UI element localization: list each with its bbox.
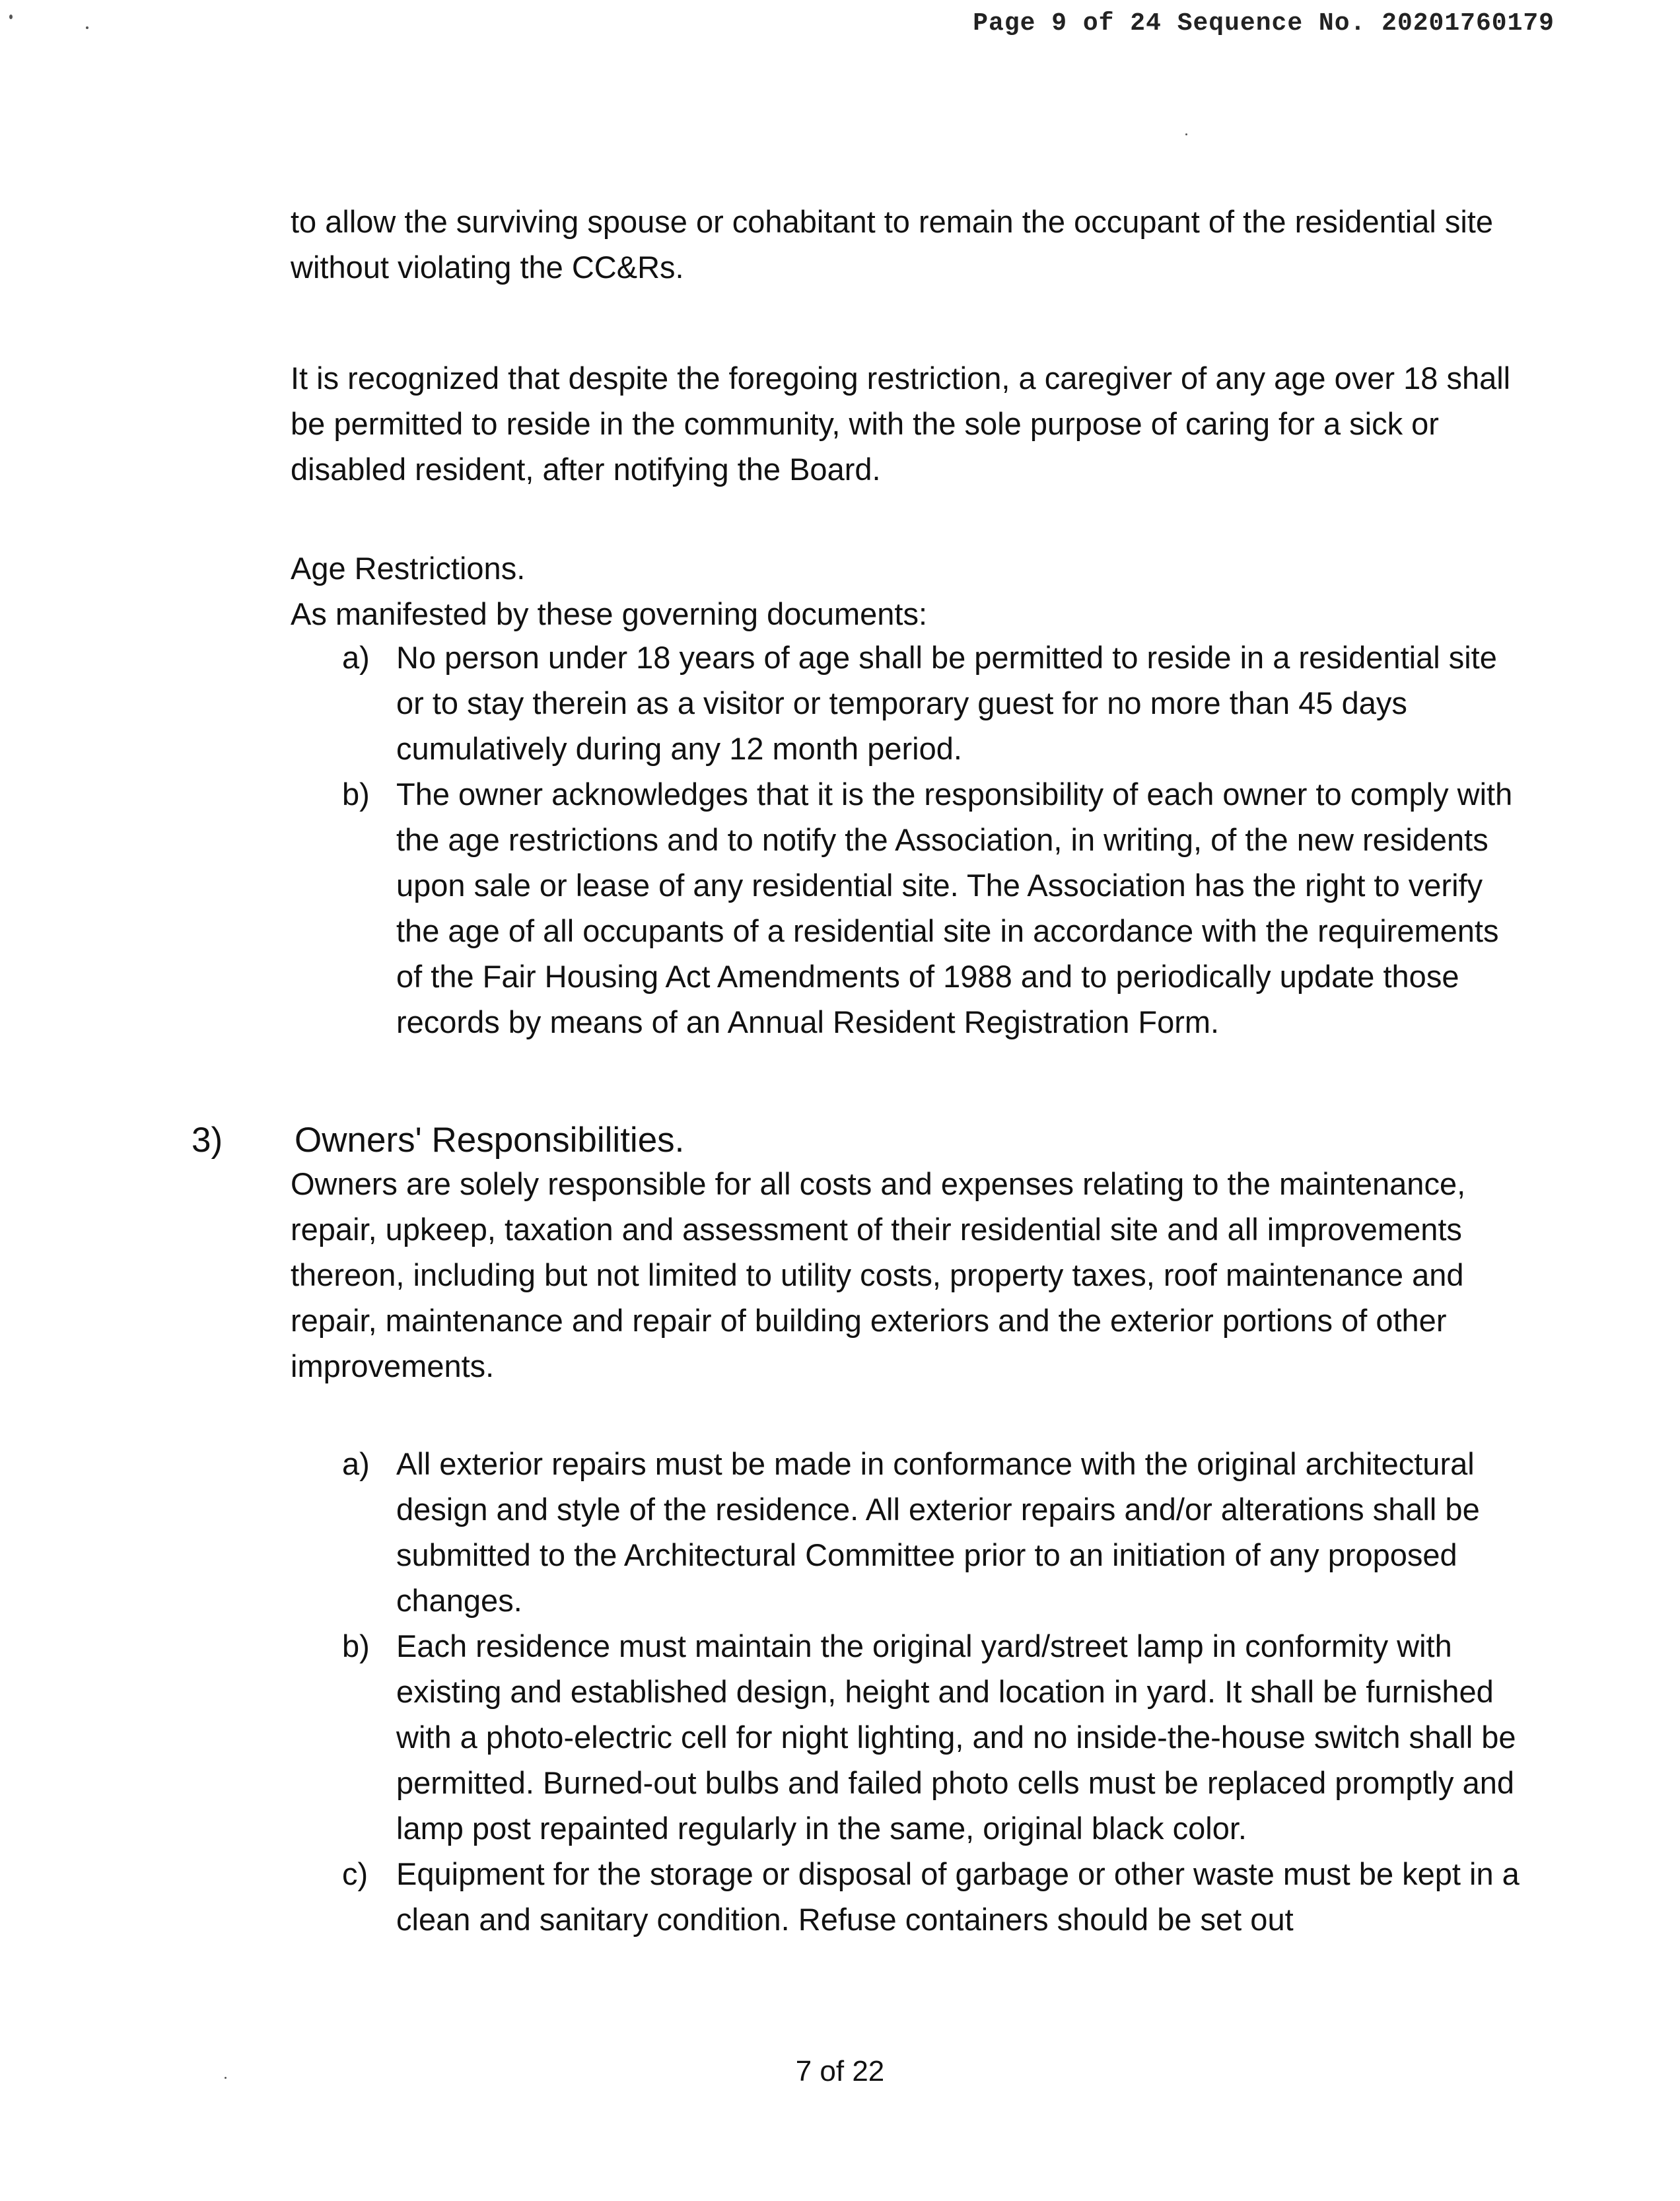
recording-stamp: Page 9 of 24 Sequence No. 20201760179 xyxy=(973,9,1555,38)
list-item-text: Each residence must maintain the original yard/street lamp in conformity with existing and established design, height and location in yard. It shall be furnished with a photo-electric cell for night lighting, and no inside-the-house switch shall be permitted. Burned-out bulbs and failed photo cells must be replaced promptly and lamp post repainted regularly in the same, original black color. xyxy=(396,1628,1516,1846)
page-number: 7 of 22 xyxy=(795,2055,885,2087)
list-item xyxy=(291,1623,1532,1851)
list-marker: a) xyxy=(342,1446,370,1481)
age-restrictions-list xyxy=(291,635,1532,1045)
list-item-text: The owner acknowledges that it is the responsibility of each owner to comply with the age restrictions and to notify the Association, in writing, of the new residents upon sale or lease of any residential site. The Association has the right to verify the age of all occupants of a residential site in accordance with the requirements of the Fair Housing Act Amendments of 1988 and to periodically update those records by means of an Annual Resident Registration Form. xyxy=(396,777,1513,1039)
list-item-text: Equipment for the storage or disposal of garbage or other waste must be kept in a clean and sanitary condition. Refuse containers should be set out xyxy=(396,1856,1520,1937)
list-marker: b) xyxy=(342,1628,370,1663)
list-item xyxy=(291,1851,1532,1942)
list-item-text: No person under 18 years of age shall be permitted to reside in a residential site or to stay therein as a visitor or temporary guest for no more than 45 days cumulatively during any 12 month period. xyxy=(396,640,1497,766)
list-item-text: All exterior repairs must be made in conformance with the original architectural design and style of the residence. All exterior repairs and/or alterations shall be submitted to the Architectural Committee prior to an initiation of any proposed changes. xyxy=(396,1446,1480,1618)
list-item xyxy=(291,1441,1532,1623)
continuation-paragraph: to allow the surviving spouse or cohabitant to remain the occupant of the residential site without violating the CC&Rs. xyxy=(291,204,1493,285)
list-item xyxy=(291,771,1532,1045)
owners-responsibilities-list xyxy=(291,1441,1532,1942)
list-marker: c) xyxy=(342,1856,368,1891)
section-title: Owners' Responsibilities. xyxy=(295,1121,685,1160)
scan-speck xyxy=(9,15,13,19)
age-restrictions-heading: Age Restrictions. xyxy=(291,551,526,586)
section-number: 3) xyxy=(192,1121,223,1160)
scan-speck xyxy=(1185,133,1187,135)
caregiver-paragraph: It is recognized that despite the foregoing restriction, a caregiver of any age over 18 shall be permitted to reside in the community, with the sole purpose of caring for a sick or disabled resident, after notifying the Board. xyxy=(291,361,1511,487)
list-marker: a) xyxy=(342,640,370,675)
age-restrictions-intro: As manifested by these governing documents: xyxy=(291,596,928,631)
section-intro-paragraph: Owners are solely responsible for all costs and expenses relating to the maintenance, repair, upkeep, taxation and assessment of their residential site and all improvements thereon, including but not limited to utility costs, property taxes, roof maintenance and repair, maintenance and repair of building exteriors and the exterior portions of other improvements. xyxy=(291,1166,1466,1383)
list-item xyxy=(291,635,1532,771)
list-marker: b) xyxy=(342,777,370,812)
scan-speck xyxy=(86,26,88,29)
